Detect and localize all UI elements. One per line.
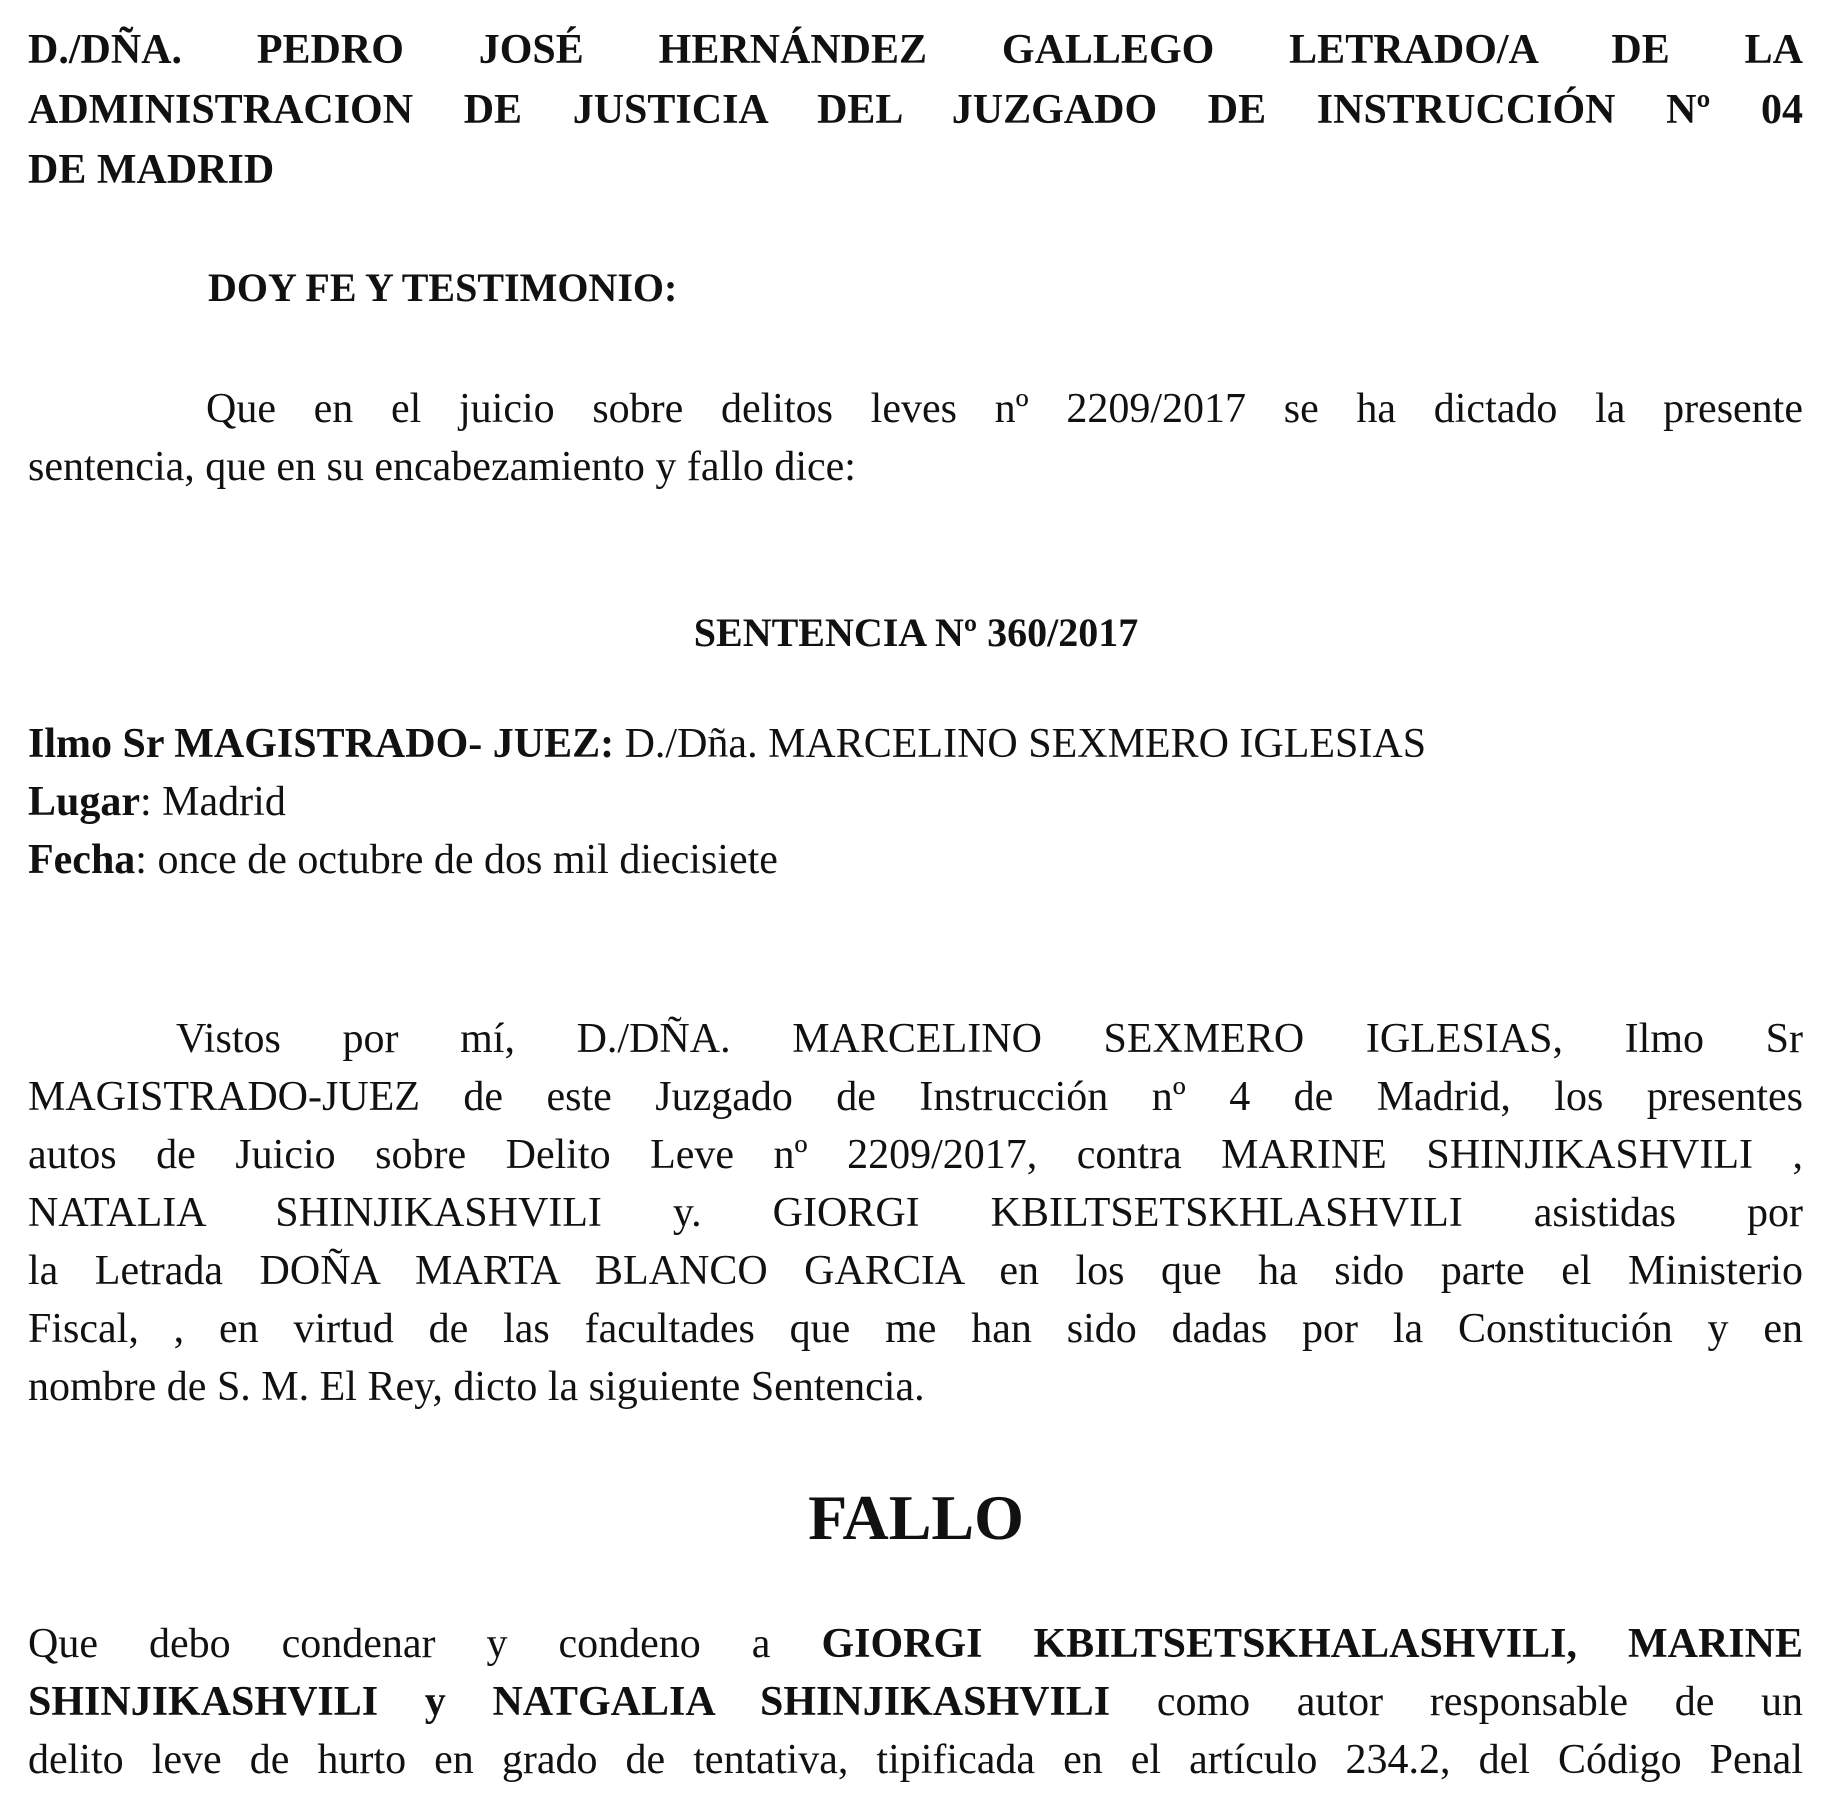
judge-value: D./Dña. MARCELINO SEXMERO IGLESIAS (614, 721, 1427, 767)
vistos-line-1: Vistos por mí, D./DÑA. MARCELINO SEXMERO IGLESIAS, Ilmo Sr (176, 1016, 1803, 1062)
vistos-line-7: nombre de S. M. El Rey, dicto la siguiente Sentencia. (28, 1364, 925, 1410)
place-value: : Madrid (140, 779, 286, 825)
fallo-defendants-1: GIORGI KBILTSETSKHALASHVILI, MARINE (821, 1621, 1803, 1667)
vistos-line-5: la Letrada DOÑA MARTA BLANCO GARCIA en los que ha sido parte el Ministerio (28, 1248, 1803, 1294)
vistos-line-4: NATALIA SHINJIKASHVILI y. GIORGI KBILTSETSKHLASHVILI asistidas por (28, 1190, 1803, 1236)
fallo-title: FALLO (808, 1482, 1024, 1553)
sentencia-metadata (28, 715, 1803, 889)
sentencia-title: SENTENCIA Nº 360/2017 (693, 610, 1139, 655)
date-row (28, 831, 1803, 889)
vistos-line-6: Fiscal, , en virtud de las facultades que me han sido dadas por la Constitución y en (28, 1306, 1803, 1352)
fallo-paragraph (28, 1615, 1803, 1789)
doy-fe-heading: DOY FE Y TESTIMONIO: (208, 265, 678, 310)
fallo-line-2 (28, 1673, 1803, 1731)
judge-row (28, 715, 1803, 773)
vistos-line-2: MAGISTRADO-JUEZ de este Juzgado de Instrucción nº 4 de Madrid, los presentes (28, 1074, 1803, 1120)
heading-line-2: ADMINISTRACION DE JUSTICIA DEL JUZGADO DE INSTRUCCIÓN Nº 04 (28, 87, 1803, 133)
judge-label: Ilmo Sr MAGISTRADO- JUEZ: (28, 721, 615, 767)
intro-line-1: Que en el juicio sobre delitos leves nº 2209/2017 se ha dictado la presente (206, 386, 1803, 432)
intro-line-2: sentencia, que en su encabezamiento y fallo dice: (28, 444, 856, 490)
fallo-defendants-2: SHINJIKASHVILI y NATGALIA SHINJIKASHVILI (28, 1679, 1111, 1725)
date-value: : once de octubre de dos mil diecisiete (135, 837, 778, 883)
heading-line-3: DE MADRID (28, 147, 275, 193)
place-label: Lugar (28, 779, 141, 825)
date-label: Fecha (28, 837, 136, 883)
fallo-line-1-text: Que debo condenar y condeno a (28, 1621, 822, 1667)
fallo-line-1 (28, 1615, 1803, 1673)
place-row (28, 773, 1803, 831)
fallo-line-2-text: como autor responsable de un (1110, 1679, 1803, 1725)
heading-line-1: D./DÑA. PEDRO JOSÉ HERNÁNDEZ GALLEGO LETRADO/A DE LA (28, 27, 1803, 73)
vistos-paragraph (28, 1010, 1803, 1416)
intro-paragraph (28, 380, 1803, 496)
fallo-line-3: delito leve de hurto en grado de tentativa, tipificada en el artículo 234.2, del Código Penal (28, 1737, 1803, 1783)
vistos-line-3: autos de Juicio sobre Delito Leve nº 2209/2017, contra MARINE SHINJIKASHVILI , (28, 1132, 1803, 1178)
certifying-officer-heading (28, 20, 1803, 200)
